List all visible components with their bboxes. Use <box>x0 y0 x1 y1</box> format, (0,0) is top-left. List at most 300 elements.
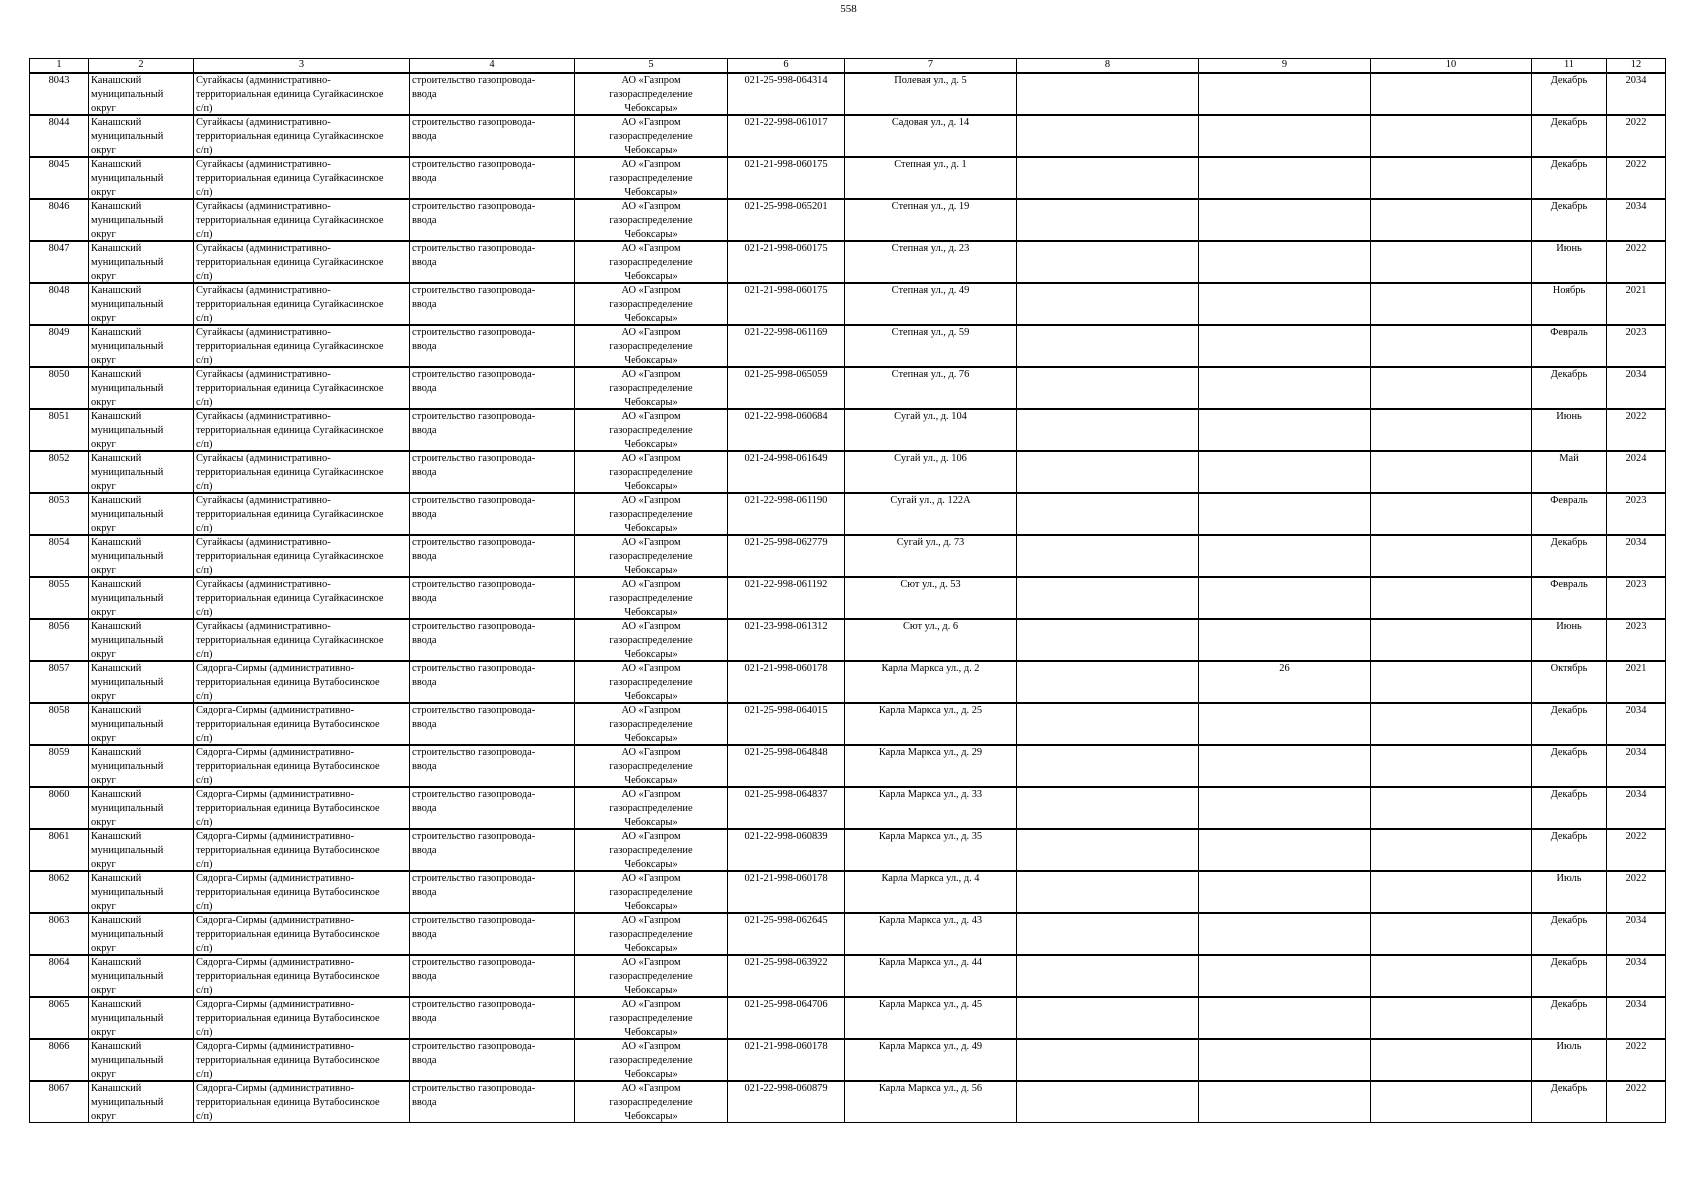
organization-cell-line: газораспределение <box>609 929 693 940</box>
organization-cell-line: газораспределение <box>609 341 693 352</box>
code-cell: 021-23-998-061312 <box>728 619 845 661</box>
row-number-cell: 8062 <box>30 871 89 913</box>
year-cell: 2022 <box>1607 241 1666 283</box>
table-row <box>30 493 1666 535</box>
organization-cell-line: АО «Газпром <box>621 285 681 296</box>
row-number-cell: 8046 <box>30 199 89 241</box>
month-cell: Декабрь <box>1532 955 1607 997</box>
district-cell <box>89 1081 194 1123</box>
organization-cell-line: АО «Газпром <box>621 495 681 506</box>
table-row <box>30 577 1666 619</box>
district-cell-line: Канашский <box>91 705 142 716</box>
column-9-cell <box>1199 199 1371 241</box>
settlement-cell <box>194 241 410 283</box>
column-10-cell <box>1371 787 1532 829</box>
district-cell-line: округ <box>91 229 116 240</box>
district-cell-line: округ <box>91 817 116 828</box>
organization-cell-line: газораспределение <box>609 635 693 646</box>
district-cell-line: Канашский <box>91 747 142 758</box>
organization-cell-line: Чебоксары» <box>624 943 678 954</box>
organization-cell-line: АО «Газпром <box>621 663 681 674</box>
settlement-cell-line: Сугайкасы (административно- <box>196 579 331 590</box>
settlement-cell-line: Сядорга-Сирмы (административно- <box>196 789 355 800</box>
organization-cell-line: Чебоксары» <box>624 145 678 156</box>
district-cell <box>89 619 194 661</box>
column-9-cell <box>1199 829 1371 871</box>
work-cell-line: строительство газопровода- <box>412 201 536 212</box>
work-cell <box>410 703 575 745</box>
organization-cell-line: АО «Газпром <box>621 369 681 380</box>
organization-cell-line: газораспределение <box>609 803 693 814</box>
column-8-cell <box>1017 871 1199 913</box>
organization-cell-line: газораспределение <box>609 425 693 436</box>
year-cell: 2022 <box>1607 409 1666 451</box>
year-cell: 2023 <box>1607 325 1666 367</box>
settlement-cell-line: Сядорга-Сирмы (административно- <box>196 663 355 674</box>
column-10-cell <box>1371 913 1532 955</box>
work-cell-line: строительство газопровода- <box>412 285 536 296</box>
table-row <box>30 997 1666 1039</box>
settlement-cell <box>194 871 410 913</box>
organization-cell-line: Чебоксары» <box>624 397 678 408</box>
address-cell: Степная ул., д. 76 <box>845 367 1017 409</box>
column-10-cell <box>1371 367 1532 409</box>
organization-cell-line: газораспределение <box>609 593 693 604</box>
work-cell-line: строительство газопровода- <box>412 579 536 590</box>
settlement-cell-line: территориальная единица Сугайкасинское <box>196 131 384 142</box>
address-cell: Карла Маркса ул., д. 44 <box>845 955 1017 997</box>
district-cell-line: Канашский <box>91 831 142 842</box>
settlement-cell-line: Сугайкасы (административно- <box>196 285 331 296</box>
month-cell: Ноябрь <box>1532 283 1607 325</box>
district-cell-line: Канашский <box>91 789 142 800</box>
year-cell: 2034 <box>1607 73 1666 115</box>
column-8-cell <box>1017 73 1199 115</box>
year-cell: 2022 <box>1607 157 1666 199</box>
column-10-cell <box>1371 115 1532 157</box>
district-cell-line: Канашский <box>91 957 142 968</box>
year-cell: 2023 <box>1607 619 1666 661</box>
column-9-cell <box>1199 1039 1371 1081</box>
district-cell-line: муниципальный <box>91 341 164 352</box>
code-cell: 021-22-998-060839 <box>728 829 845 871</box>
code-cell: 021-22-998-060684 <box>728 409 845 451</box>
code-cell: 021-22-998-061017 <box>728 115 845 157</box>
district-cell <box>89 829 194 871</box>
organization-cell-line: Чебоксары» <box>624 355 678 366</box>
work-cell <box>410 409 575 451</box>
settlement-cell-line: территориальная единица Вутабосинское <box>196 887 380 898</box>
settlement-cell-line: территориальная единица Сугайкасинское <box>196 173 384 184</box>
column-9-cell: 26 <box>1199 661 1371 703</box>
work-cell-line: строительство газопровода- <box>412 873 536 884</box>
district-cell-line: округ <box>91 355 116 366</box>
organization-cell-line: газораспределение <box>609 677 693 688</box>
district-cell-line: муниципальный <box>91 509 164 520</box>
column-9-cell <box>1199 409 1371 451</box>
column-10-cell <box>1371 157 1532 199</box>
column-header-10: 10 <box>1371 59 1532 74</box>
month-cell: Декабрь <box>1532 997 1607 1039</box>
settlement-cell-line: с/п) <box>196 859 213 870</box>
settlement-cell <box>194 997 410 1039</box>
table-row <box>30 1081 1666 1123</box>
settlement-cell <box>194 325 410 367</box>
column-8-cell <box>1017 115 1199 157</box>
district-cell <box>89 241 194 283</box>
column-9-cell <box>1199 955 1371 997</box>
work-cell-line: строительство газопровода- <box>412 957 536 968</box>
district-cell-line: муниципальный <box>91 719 164 730</box>
district-cell <box>89 913 194 955</box>
district-cell <box>89 283 194 325</box>
column-10-cell <box>1371 1039 1532 1081</box>
district-cell-line: муниципальный <box>91 257 164 268</box>
table-row <box>30 661 1666 703</box>
row-number-cell: 8058 <box>30 703 89 745</box>
address-cell: Степная ул., д. 49 <box>845 283 1017 325</box>
address-cell: Сугай ул., д. 104 <box>845 409 1017 451</box>
organization-cell-line: АО «Газпром <box>621 789 681 800</box>
settlement-cell-line: территориальная единица Сугайкасинское <box>196 215 384 226</box>
column-9-cell <box>1199 871 1371 913</box>
address-cell: Садовая ул., д. 14 <box>845 115 1017 157</box>
settlement-cell-line: территориальная единица Вутабосинское <box>196 803 380 814</box>
settlement-cell-line: Сугайкасы (административно- <box>196 537 331 548</box>
code-cell: 021-25-998-062779 <box>728 535 845 577</box>
year-cell: 2034 <box>1607 703 1666 745</box>
organization-cell <box>575 787 728 829</box>
code-cell: 021-25-998-063922 <box>728 955 845 997</box>
work-cell-line: ввода <box>412 89 437 100</box>
district-cell <box>89 115 194 157</box>
column-8-cell <box>1017 157 1199 199</box>
district-cell-line: округ <box>91 733 116 744</box>
organization-cell <box>575 703 728 745</box>
work-cell-line: ввода <box>412 845 437 856</box>
district-cell-line: Канашский <box>91 243 142 254</box>
district-cell-line: муниципальный <box>91 887 164 898</box>
settlement-cell-line: Сугайкасы (административно- <box>196 411 331 422</box>
district-cell-line: муниципальный <box>91 677 164 688</box>
district-cell-line: округ <box>91 1069 116 1080</box>
settlement-cell-line: Сядорга-Сирмы (административно- <box>196 705 355 716</box>
settlement-cell-line: с/п) <box>196 733 213 744</box>
district-cell <box>89 493 194 535</box>
column-10-cell <box>1371 829 1532 871</box>
organization-cell-line: Чебоксары» <box>624 775 678 786</box>
organization-cell <box>575 493 728 535</box>
table-row <box>30 199 1666 241</box>
organization-cell <box>575 829 728 871</box>
district-cell-line: Канашский <box>91 285 142 296</box>
table-row <box>30 451 1666 493</box>
district-cell-line: муниципальный <box>91 929 164 940</box>
table-body <box>30 73 1666 1123</box>
settlement-cell-line: с/п) <box>196 313 213 324</box>
column-9-cell <box>1199 577 1371 619</box>
work-cell-line: строительство газопровода- <box>412 831 536 842</box>
work-cell-line: ввода <box>412 131 437 142</box>
table-header <box>30 59 1666 74</box>
settlement-cell <box>194 199 410 241</box>
district-cell-line: округ <box>91 145 116 156</box>
organization-cell <box>575 199 728 241</box>
column-10-cell <box>1371 535 1532 577</box>
settlement-cell-line: территориальная единица Сугайкасинское <box>196 467 384 478</box>
district-cell-line: округ <box>91 565 116 576</box>
row-number-cell: 8064 <box>30 955 89 997</box>
settlement-cell-line: территориальная единица Сугайкасинское <box>196 425 384 436</box>
district-cell-line: Канашский <box>91 621 142 632</box>
settlement-cell-line: Сугайкасы (административно- <box>196 453 331 464</box>
row-number-cell: 8045 <box>30 157 89 199</box>
work-cell-line: строительство газопровода- <box>412 75 536 86</box>
district-cell-line: муниципальный <box>91 1097 164 1108</box>
code-cell: 021-25-998-064015 <box>728 703 845 745</box>
column-9-cell <box>1199 619 1371 661</box>
table-row <box>30 157 1666 199</box>
organization-cell-line: АО «Газпром <box>621 117 681 128</box>
organization-cell-line: газораспределение <box>609 551 693 562</box>
settlement-cell-line: с/п) <box>196 817 213 828</box>
settlement-cell-line: Сугайкасы (административно- <box>196 201 331 212</box>
organization-cell-line: Чебоксары» <box>624 229 678 240</box>
year-cell: 2022 <box>1607 829 1666 871</box>
settlement-cell <box>194 1039 410 1081</box>
district-cell-line: округ <box>91 943 116 954</box>
column-10-cell <box>1371 73 1532 115</box>
month-cell: Декабрь <box>1532 1081 1607 1123</box>
address-cell: Степная ул., д. 1 <box>845 157 1017 199</box>
column-9-cell <box>1199 367 1371 409</box>
settlement-cell-line: с/п) <box>196 649 213 660</box>
work-cell-line: строительство газопровода- <box>412 1041 536 1052</box>
row-number-cell: 8049 <box>30 325 89 367</box>
organization-cell-line: Чебоксары» <box>624 817 678 828</box>
settlement-cell-line: территориальная единица Сугайкасинское <box>196 593 384 604</box>
row-number-cell: 8052 <box>30 451 89 493</box>
year-cell: 2023 <box>1607 577 1666 619</box>
organization-cell-line: газораспределение <box>609 383 693 394</box>
address-cell: Карла Маркса ул., д. 35 <box>845 829 1017 871</box>
column-9-cell <box>1199 787 1371 829</box>
organization-cell-line: газораспределение <box>609 173 693 184</box>
month-cell: Декабрь <box>1532 73 1607 115</box>
district-cell <box>89 73 194 115</box>
code-cell: 021-25-998-064848 <box>728 745 845 787</box>
column-8-cell <box>1017 619 1199 661</box>
organization-cell-line: газораспределение <box>609 1097 693 1108</box>
month-cell: Декабрь <box>1532 787 1607 829</box>
column-8-cell <box>1017 955 1199 997</box>
organization-cell-line: газораспределение <box>609 845 693 856</box>
settlement-cell-line: Сугайкасы (административно- <box>196 243 331 254</box>
district-cell-line: муниципальный <box>91 1055 164 1066</box>
address-cell: Сугай ул., д. 106 <box>845 451 1017 493</box>
settlement-cell-line: территориальная единица Сугайкасинское <box>196 551 384 562</box>
table-row <box>30 73 1666 115</box>
work-cell-line: ввода <box>412 929 437 940</box>
settlement-cell <box>194 409 410 451</box>
settlement-cell <box>194 955 410 997</box>
month-cell: Июнь <box>1532 409 1607 451</box>
organization-cell-line: АО «Газпром <box>621 831 681 842</box>
district-cell <box>89 955 194 997</box>
row-number-cell: 8056 <box>30 619 89 661</box>
district-cell-line: муниципальный <box>91 425 164 436</box>
district-cell-line: округ <box>91 103 116 114</box>
year-cell: 2022 <box>1607 115 1666 157</box>
organization-cell <box>575 325 728 367</box>
settlement-cell-line: Сугайкасы (административно- <box>196 621 331 632</box>
code-cell: 021-22-998-060879 <box>728 1081 845 1123</box>
address-cell: Сугай ул., д. 122А <box>845 493 1017 535</box>
work-cell-line: ввода <box>412 257 437 268</box>
work-cell-line: ввода <box>412 971 437 982</box>
organization-cell <box>575 535 728 577</box>
organization-cell <box>575 577 728 619</box>
column-10-cell <box>1371 955 1532 997</box>
district-cell-line: округ <box>91 901 116 912</box>
code-cell: 021-25-998-064706 <box>728 997 845 1039</box>
column-9-cell <box>1199 703 1371 745</box>
column-10-cell <box>1371 871 1532 913</box>
work-cell <box>410 997 575 1039</box>
work-cell-line: строительство газопровода- <box>412 915 536 926</box>
settlement-cell <box>194 829 410 871</box>
settlement-cell-line: с/п) <box>196 481 213 492</box>
organization-cell <box>575 367 728 409</box>
code-cell: 021-25-998-065201 <box>728 199 845 241</box>
code-cell: 021-22-998-061190 <box>728 493 845 535</box>
settlement-cell-line: Сядорга-Сирмы (административно- <box>196 747 355 758</box>
district-cell <box>89 787 194 829</box>
column-10-cell <box>1371 409 1532 451</box>
organization-cell-line: Чебоксары» <box>624 523 678 534</box>
district-cell <box>89 451 194 493</box>
address-cell: Карла Маркса ул., д. 33 <box>845 787 1017 829</box>
column-8-cell <box>1017 451 1199 493</box>
column-10-cell <box>1371 703 1532 745</box>
organization-cell-line: Чебоксары» <box>624 1069 678 1080</box>
column-8-cell <box>1017 577 1199 619</box>
column-10-cell <box>1371 661 1532 703</box>
organization-cell <box>575 1039 728 1081</box>
code-cell: 021-24-998-061649 <box>728 451 845 493</box>
code-cell: 021-21-998-060175 <box>728 283 845 325</box>
address-cell: Карла Маркса ул., д. 4 <box>845 871 1017 913</box>
district-cell <box>89 535 194 577</box>
settlement-cell-line: Сугайкасы (административно- <box>196 327 331 338</box>
organization-cell-line: Чебоксары» <box>624 691 678 702</box>
district-cell-line: Канашский <box>91 117 142 128</box>
column-header-6: 6 <box>728 59 845 74</box>
district-cell-line: Канашский <box>91 495 142 506</box>
organization-cell-line: Чебоксары» <box>624 481 678 492</box>
work-cell <box>410 955 575 997</box>
column-header-9: 9 <box>1199 59 1371 74</box>
code-cell: 021-25-998-062645 <box>728 913 845 955</box>
column-header-5: 5 <box>575 59 728 74</box>
organization-cell-line: АО «Газпром <box>621 873 681 884</box>
month-cell: Декабрь <box>1532 913 1607 955</box>
settlement-cell-line: с/п) <box>196 565 213 576</box>
work-cell <box>410 1081 575 1123</box>
organization-cell <box>575 73 728 115</box>
row-number-cell: 8063 <box>30 913 89 955</box>
district-cell-line: округ <box>91 985 116 996</box>
settlement-cell <box>194 619 410 661</box>
settlement-cell-line: с/п) <box>196 691 213 702</box>
district-cell-line: округ <box>91 859 116 870</box>
address-cell: Карла Маркса ул., д. 2 <box>845 661 1017 703</box>
month-cell: Февраль <box>1532 577 1607 619</box>
work-cell-line: ввода <box>412 173 437 184</box>
organization-cell-line: газораспределение <box>609 299 693 310</box>
work-cell-line: ввода <box>412 467 437 478</box>
code-cell: 021-21-998-060178 <box>728 661 845 703</box>
month-cell: Декабрь <box>1532 115 1607 157</box>
column-9-cell <box>1199 535 1371 577</box>
year-cell: 2034 <box>1607 997 1666 1039</box>
row-number-cell: 8066 <box>30 1039 89 1081</box>
settlement-cell-line: с/п) <box>196 103 213 114</box>
work-cell-line: строительство газопровода- <box>412 747 536 758</box>
work-cell <box>410 787 575 829</box>
settlement-cell <box>194 913 410 955</box>
organization-cell-line: Чебоксары» <box>624 187 678 198</box>
table-row <box>30 241 1666 283</box>
work-cell-line: ввода <box>412 677 437 688</box>
work-cell <box>410 283 575 325</box>
column-8-cell <box>1017 1081 1199 1123</box>
column-8-cell <box>1017 661 1199 703</box>
organization-cell-line: Чебоксары» <box>624 271 678 282</box>
address-cell: Карла Маркса ул., д. 29 <box>845 745 1017 787</box>
district-cell-line: округ <box>91 607 116 618</box>
column-8-cell <box>1017 997 1199 1039</box>
work-cell <box>410 157 575 199</box>
organization-cell <box>575 619 728 661</box>
row-number-cell: 8053 <box>30 493 89 535</box>
settlement-cell-line: с/п) <box>196 1027 213 1038</box>
organization-cell-line: АО «Газпром <box>621 747 681 758</box>
district-cell-line: Канашский <box>91 873 142 884</box>
table-row <box>30 955 1666 997</box>
settlement-cell-line: Сядорга-Сирмы (административно- <box>196 873 355 884</box>
district-cell-line: Канашский <box>91 537 142 548</box>
column-10-cell <box>1371 997 1532 1039</box>
address-cell: Сугай ул., д. 73 <box>845 535 1017 577</box>
settlement-cell <box>194 661 410 703</box>
organization-cell <box>575 997 728 1039</box>
table-row <box>30 703 1666 745</box>
settlement-cell-line: Сядорга-Сирмы (административно- <box>196 957 355 968</box>
row-number-cell: 8065 <box>30 997 89 1039</box>
district-cell-line: муниципальный <box>91 383 164 394</box>
work-cell-line: строительство газопровода- <box>412 621 536 632</box>
work-cell-line: ввода <box>412 1097 437 1108</box>
district-cell-line: Канашский <box>91 75 142 86</box>
column-8-cell <box>1017 409 1199 451</box>
code-cell: 021-25-998-064837 <box>728 787 845 829</box>
column-9-cell <box>1199 115 1371 157</box>
column-9-cell <box>1199 157 1371 199</box>
organization-cell-line: газораспределение <box>609 761 693 772</box>
district-cell <box>89 409 194 451</box>
column-9-cell <box>1199 997 1371 1039</box>
